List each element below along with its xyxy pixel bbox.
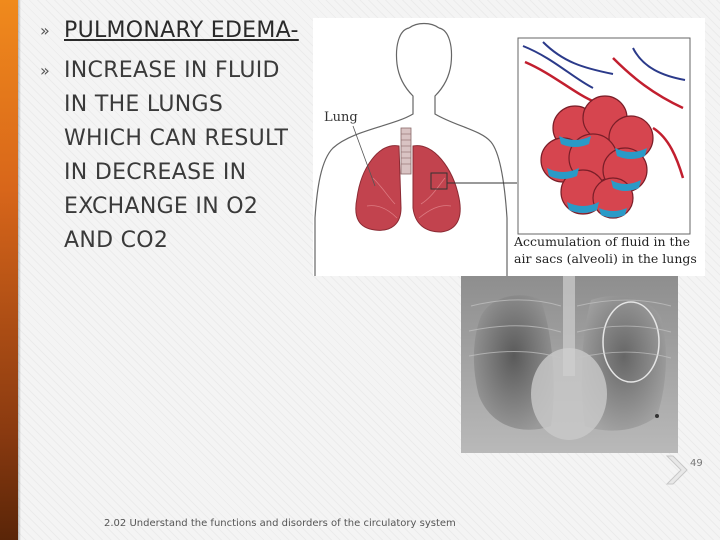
diagram-caption-line1: Accumulation of fluid in the (514, 234, 690, 249)
chevron-right-icon[interactable] (663, 454, 691, 486)
bullet-text: INCREASE IN FLUID IN THE LUNGS WHICH CAN RESULT IN DECREASE IN EXCHANGE IN O2 AND CO2 (64, 58, 289, 253)
lung-diagram-svg (313, 18, 705, 276)
bullet-item (40, 54, 302, 258)
bullet-marker: » (40, 21, 50, 40)
bullet-marker: » (40, 61, 50, 80)
slide-heading: PULMONARY EDEMA- (64, 18, 299, 43)
chest-xray-image (461, 276, 678, 453)
diagram-caption-line2: air sacs (alveoli) in the lungs (514, 251, 697, 266)
accent-side-bar (0, 0, 18, 540)
bullet-list (40, 14, 302, 264)
page-number: 49 (690, 458, 703, 469)
footer-text: 2.02 Understand the functions and disorders of the circulatory system (104, 518, 456, 529)
bullet-item (40, 14, 302, 48)
pulmonary-edema-illustration (313, 18, 705, 276)
lung-label: Lung (324, 110, 358, 125)
